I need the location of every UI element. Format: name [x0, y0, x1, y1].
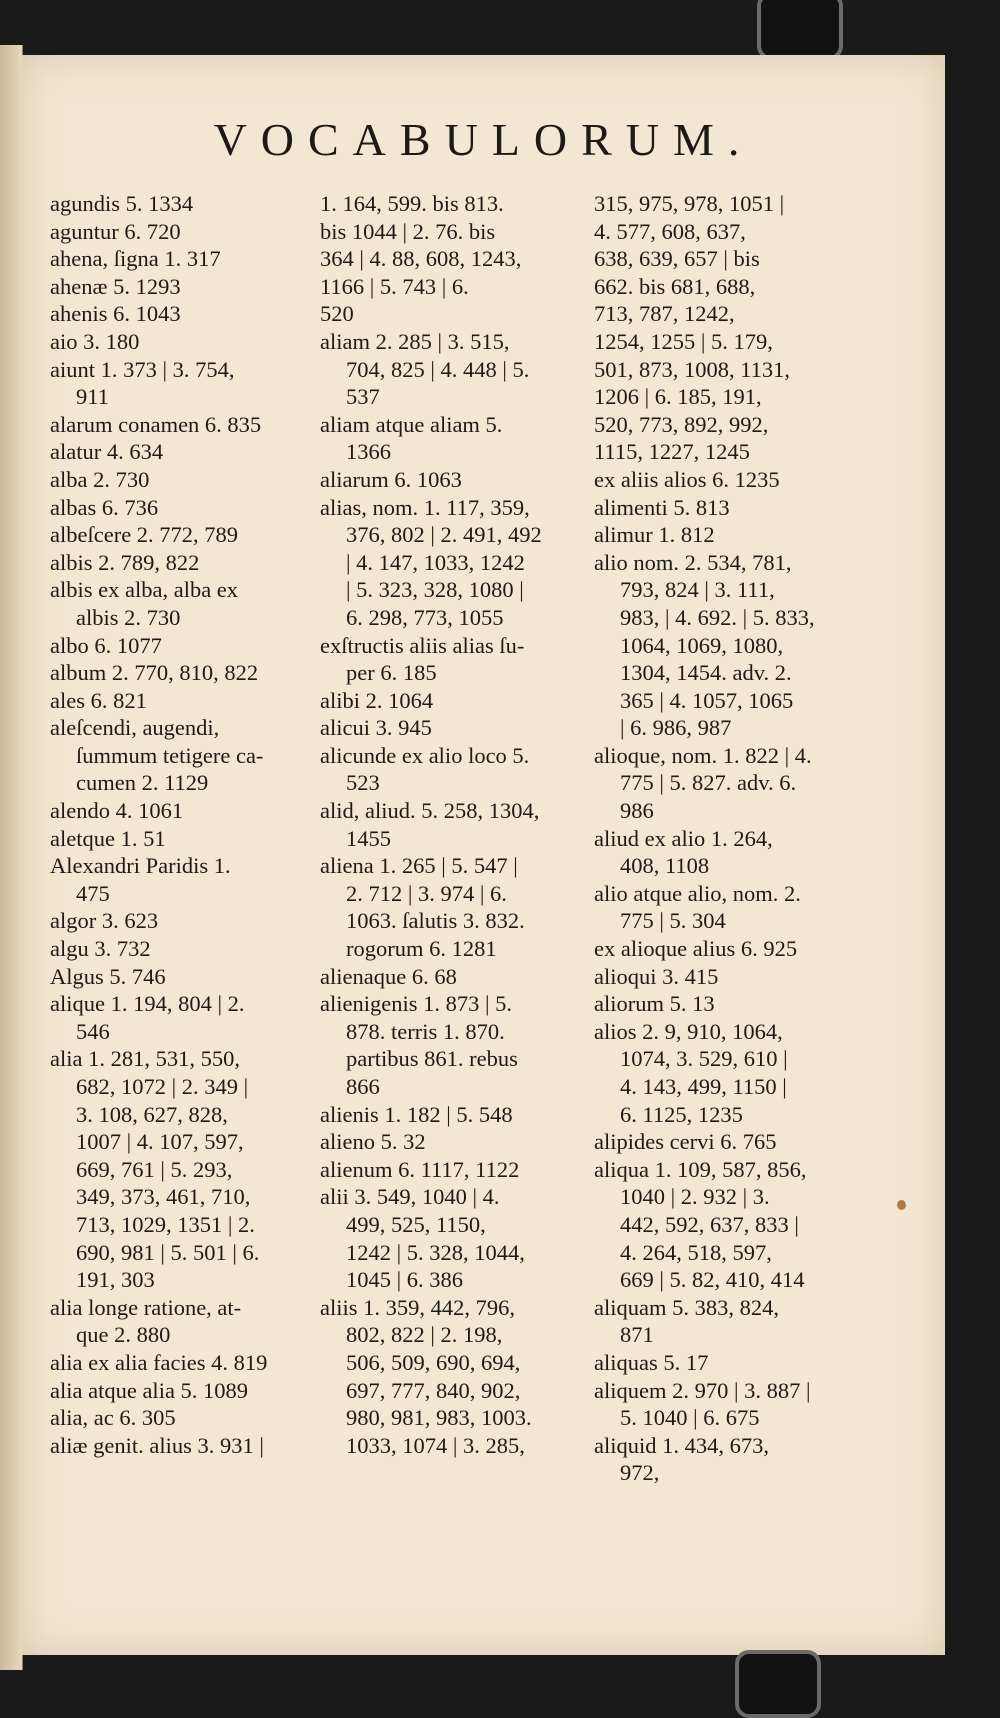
index-entry-line: 1455: [346, 825, 391, 851]
index-entry-line: 1. 164, 599. bis 813.: [320, 191, 504, 216]
index-entry-line: 866: [346, 1074, 380, 1099]
index-entry-line: albo 6. 1077: [50, 632, 162, 658]
index-entry-line: 408, 1108: [620, 853, 710, 879]
index-entry-line: aliquas 5. 17: [594, 1349, 709, 1375]
index-entry-line: alioque, nom. 1. 822 | 4.: [594, 742, 812, 768]
index-entry-line: ales 6. 821: [50, 687, 147, 713]
index-column-1: [50, 190, 302, 1459]
index-entry-line: 682, 1072 | 2. 349 |: [76, 1074, 249, 1099]
index-entry-line: 520: [320, 301, 354, 327]
index-entry-line: alia atque alia 5. 1089: [50, 1377, 249, 1403]
index-entry-line: 315, 975, 978, 1051 |: [594, 191, 785, 216]
index-entry-line: 4. 143, 499, 1150 |: [620, 1074, 787, 1099]
index-entry-line: alimenti 5. 813: [594, 494, 730, 520]
index-entry-line: 713, 787, 1242,: [594, 301, 735, 327]
index-entry-line: | 6. 986, 987: [620, 715, 732, 741]
index-entry-line: alendo 4. 1061: [50, 798, 184, 824]
index-entry-line: 1063. ſalutis 3. 832.: [346, 908, 525, 934]
index-entry-line: aliquam 5. 383, 824,: [594, 1294, 779, 1320]
index-entry-line: aiunt 1. 373 | 3. 754,: [50, 356, 235, 382]
index-entry-line: alios 2. 9, 910, 1064,: [594, 1018, 783, 1044]
index-entry-line: 690, 981 | 5. 501 | 6.: [76, 1239, 260, 1265]
index-entry-line: 911: [76, 384, 109, 410]
index-entry-line: aliæ genit. alius 3. 931 |: [50, 1432, 264, 1458]
index-entry-line: 4. 577, 608, 637,: [594, 218, 746, 244]
index-entry-line: albis ex alba, alba ex: [50, 577, 239, 603]
index-entry-line: alia ex alia facies 4. 819: [50, 1349, 268, 1375]
index-entry-line: 364 | 4. 88, 608, 1243,: [320, 246, 522, 272]
index-entry-line: 506, 509, 690, 694,: [346, 1349, 521, 1375]
index-entry-line: 1064, 1069, 1080,: [620, 632, 784, 658]
index-entry-line: 1304, 1454. adv. 2.: [620, 660, 792, 686]
index-entry-line: alia, ac 6. 305: [50, 1405, 176, 1431]
index-entry-line: algor 3. 623: [50, 908, 159, 934]
index-entry-line: 475: [76, 880, 110, 906]
index-entry-line: alarum conamen 6. 835: [50, 411, 262, 437]
index-entry-line: aliqua 1. 109, 587, 856,: [594, 1156, 807, 1182]
index-entry-line: aliena 1. 265 | 5. 547 |: [320, 853, 518, 879]
index-entry-line: | 4. 147, 1033, 1242: [346, 549, 525, 575]
index-entry-line: 442, 592, 637, 833 |: [620, 1211, 799, 1237]
index-entry-line: 697, 777, 840, 902,: [346, 1377, 521, 1403]
index-entry-line: 983, | 4. 692. | 5. 833,: [620, 604, 815, 630]
index-entry-line: alba 2. 730: [50, 466, 150, 492]
index-entry-line: 871: [620, 1322, 654, 1348]
index-entry-line: aliquid 1. 434, 673,: [594, 1432, 769, 1458]
index-entry-line: alio nom. 2. 534, 781,: [594, 549, 792, 575]
index-entry-line: 662. bis 681, 688,: [594, 273, 756, 299]
index-entry-line: alias, nom. 1. 117, 359,: [320, 494, 530, 520]
index-entry-line: 713, 1029, 1351 | 2.: [76, 1211, 255, 1237]
index-column-3: [594, 190, 849, 1487]
index-entry-line: aliarum 6. 1063: [320, 466, 462, 492]
index-entry-line: 1366: [346, 439, 391, 465]
index-entry-line: alia longe ratione, at-: [50, 1294, 242, 1320]
index-entry-line: que 2. 880: [76, 1322, 171, 1348]
index-entry-line: 5. 1040 | 6. 675: [620, 1405, 760, 1431]
index-entry-line: alienigenis 1. 873 | 5.: [320, 991, 512, 1017]
index-entry-line: 980, 981, 983, 1003.: [346, 1405, 532, 1431]
index-entry-line: 546: [76, 1018, 110, 1044]
index-entry-line: albis 2. 730: [76, 604, 181, 630]
index-entry-line: 349, 373, 461, 710,: [76, 1184, 251, 1210]
index-entry-line: 6. 298, 773, 1055: [346, 604, 504, 630]
index-entry-line: alienis 1. 182 | 5. 548: [320, 1101, 513, 1127]
index-entry-line: ex alioque alius 6. 925: [594, 936, 798, 962]
index-entry-line: 775 | 5. 304: [620, 908, 726, 934]
index-entry-line: ahena, ſigna 1. 317: [50, 246, 221, 272]
index-entry-line: 793, 824 | 3. 111,: [620, 577, 775, 603]
index-entry-line: aleſcendi, augendi,: [50, 715, 220, 741]
index-entry-line: aliis 1. 359, 442, 796,: [320, 1294, 515, 1320]
index-entry-line: alatur 4. 634: [50, 439, 164, 465]
index-entry-line: Algus 5. 746: [50, 963, 166, 989]
index-entry-line: 376, 802 | 2. 491, 492: [346, 522, 542, 548]
index-entry-line: alii 3. 549, 1040 | 4.: [320, 1184, 500, 1210]
index-entry-line: 537: [346, 384, 380, 410]
index-entry-line: 1254, 1255 | 5. 179,: [594, 328, 773, 354]
index-entry-line: 1115, 1227, 1245: [594, 439, 750, 465]
page-header: VOCABULORUM.: [213, 114, 754, 165]
index-entry-line: 520, 773, 892, 992,: [594, 411, 769, 437]
index-entry-line: alienum 6. 1117, 1122: [320, 1156, 520, 1182]
index-entry-line: alique 1. 194, 804 | 2.: [50, 991, 245, 1017]
index-entry-line: agundis 5. 1334: [50, 191, 194, 216]
index-entry-line: alia 1. 281, 531, 550,: [50, 1046, 240, 1072]
index-entry-line: alicunde ex alio loco 5.: [320, 742, 530, 768]
index-entry-line: 523: [346, 770, 380, 796]
index-entry-line: aliorum 5. 13: [594, 991, 715, 1017]
index-entry-line: albas 6. 736: [50, 494, 159, 520]
index-entry-line: 3. 108, 627, 828,: [76, 1101, 228, 1127]
index-entry-line: alieno 5. 32: [320, 1129, 426, 1155]
index-entry-line: aliquem 2. 970 | 3. 887 |: [594, 1377, 811, 1403]
index-entry-line: albis 2. 789, 822: [50, 549, 200, 575]
index-entry-line: aguntur 6. 720: [50, 218, 181, 244]
index-entry-line: Alexandri Paridis 1.: [50, 853, 231, 879]
index-entry-line: ex aliis alios 6. 1235: [594, 466, 780, 492]
index-entry-line: alipides cervi 6. 765: [594, 1129, 777, 1155]
index-entry-line: 972,: [620, 1460, 660, 1486]
index-entry-line: cumen 2. 1129: [76, 770, 209, 796]
ink-spot: [897, 1200, 906, 1210]
index-entry-line: 986: [620, 798, 654, 824]
index-entry-line: 2. 712 | 3. 974 | 6.: [346, 880, 507, 906]
index-entry-line: ſummum tetigere ca-: [76, 742, 264, 768]
index-entry-line: 499, 525, 1150,: [346, 1211, 486, 1237]
book-page: [22, 55, 945, 1655]
index-entry-line: 191, 303: [76, 1267, 155, 1293]
index-entry-line: rogorum 6. 1281: [346, 936, 497, 962]
index-entry-line: 669 | 5. 82, 410, 414: [620, 1267, 805, 1293]
index-entry-line: 878. terris 1. 870.: [346, 1018, 505, 1044]
index-entry-line: alioqui 3. 415: [594, 963, 719, 989]
index-entry-line: 1074, 3. 529, 610 |: [620, 1046, 788, 1072]
index-entry-line: 365 | 4. 1057, 1065: [620, 687, 794, 713]
index-entry-line: alimur 1. 812: [594, 522, 715, 548]
index-entry-line: 669, 761 | 5. 293,: [76, 1156, 233, 1182]
index-entry-line: exſtructis aliis alias ſu-: [320, 632, 525, 658]
index-entry-line: 1045 | 6. 386: [346, 1267, 464, 1293]
index-entry-line: 1007 | 4. 107, 597,: [76, 1129, 244, 1155]
index-entry-line: albeſcere 2. 772, 789: [50, 522, 239, 548]
index-entry-line: 1033, 1074 | 3. 285,: [346, 1432, 525, 1458]
index-entry-line: | 5. 323, 328, 1080 |: [346, 577, 524, 603]
index-entry-line: aliam 2. 285 | 3. 515,: [320, 328, 510, 354]
index-entry-line: alid, aliud. 5. 258, 1304,: [320, 798, 540, 824]
index-entry-line: ahenæ 5. 1293: [50, 273, 181, 299]
index-entry-line: alicui 3. 945: [320, 715, 432, 741]
index-entry-line: 638, 639, 657 | bis: [594, 246, 760, 272]
index-entry-line: alienaque 6. 68: [320, 963, 457, 989]
index-entry-line: aliud ex alio 1. 264,: [594, 825, 773, 851]
book-clip-top: [757, 0, 843, 60]
index-entry-line: album 2. 770, 810, 822: [50, 660, 259, 686]
index-entry-line: 704, 825 | 4. 448 | 5.: [346, 356, 530, 382]
index-entry-line: 802, 822 | 2. 198,: [346, 1322, 503, 1348]
index-entry-line: 501, 873, 1008, 1131,: [594, 356, 791, 382]
index-entry-line: aletque 1. 51: [50, 825, 166, 851]
index-entry-line: per 6. 185: [346, 660, 437, 686]
book-clip-bottom: [735, 1650, 821, 1718]
index-entry-line: 1040 | 2. 932 | 3.: [620, 1184, 770, 1210]
index-entry-line: 6. 1125, 1235: [620, 1101, 743, 1127]
index-entry-line: 1206 | 6. 185, 191,: [594, 384, 762, 410]
index-entry-line: aliam atque aliam 5.: [320, 411, 503, 437]
index-entry-line: bis 1044 | 2. 76. bis: [320, 218, 496, 244]
index-entry-line: 1242 | 5. 328, 1044,: [346, 1239, 525, 1265]
index-entry-line: alio atque alio, nom. 2.: [594, 880, 801, 906]
index-entry-line: partibus 861. rebus: [346, 1046, 518, 1072]
index-entry-line: algu 3. 732: [50, 936, 151, 962]
index-column-2: [320, 190, 572, 1459]
index-entry-line: ahenis 6. 1043: [50, 301, 181, 327]
index-entry-line: aio 3. 180: [50, 328, 140, 354]
index-entry-line: 775 | 5. 827. adv. 6.: [620, 770, 797, 796]
index-entry-line: 4. 264, 518, 597,: [620, 1239, 772, 1265]
index-entry-line: alibi 2. 1064: [320, 687, 434, 713]
previous-page-edge: [0, 45, 23, 1670]
index-entry-line: 1166 | 5. 743 | 6.: [320, 273, 469, 299]
